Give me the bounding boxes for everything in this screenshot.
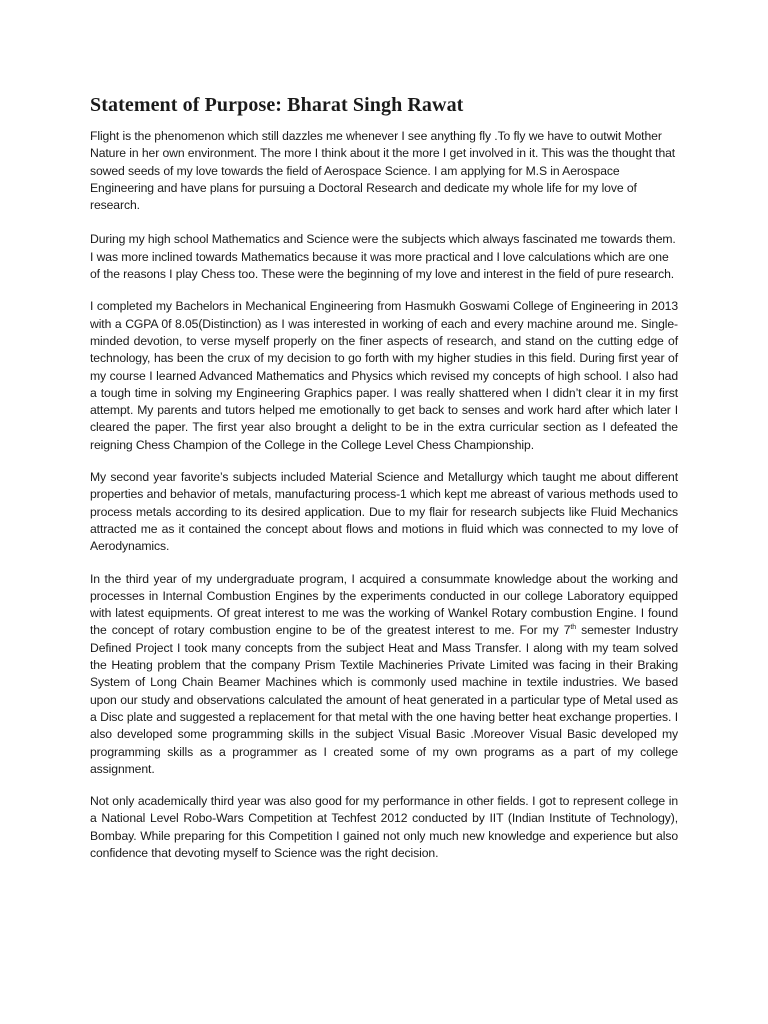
document-title: Statement of Purpose: Bharat Singh Rawat [90, 94, 464, 116]
paragraph-robo-wars: Not only academically third year was also good for my performance in other fields. I got to represent college in a National Level Robo-Wars Competition at Techfest 2012 conducted by IIT (Indian Institute of Technology), Bombay. While preparing for this Competition I gained not only much new knowledge and experience but also confidence that devoting myself to Science was the right decision. [90, 794, 678, 860]
paragraph-high-school: During my high school Mathematics and Science were the subjects which always fascinated me towards them. I was more inclined towards Mathematics because it was more practical and I love calculations which are one of the reasons I play Chess too. These were the beginning of my love and interest in the field of pure research. [90, 232, 676, 282]
document-page [90, 92, 678, 877]
paragraph-second-year: My second year favorite’s subjects included Material Science and Metallurgy which taught me about different properties and behavior of metals, manufacturing process-1 which kept me abreast of various methods used to process metals according to its desired application. Due to my flair for research subjects like Fluid Mechanics attracted me as it contained the concept about flows and motions in fluid which was connected to my love of Aerodynamics. [90, 470, 678, 554]
ordinal-superscript: th [570, 624, 577, 632]
paragraph-third-year-part-1: In the third year of my undergraduate program, I acquired a consummate knowledge about the working and processes in Internal Combustion Engines by the experiments conducted in our college Laboratory equipped with latest equipments. Of great interest to me was the working of Wankel Rotary combustion Engine. I found the concept of rotary combustion engine to be of the greatest interest to me. For my 7 [90, 571, 678, 638]
paragraph-bachelors: I completed my Bachelors in Mechanical Engineering from Hasmukh Goswami College of Engineering in 2013 with a CGPA 0f 8.05(Distinction) as I was interested in working of each and every machine around me. Single-minded devotion, to verse myself properly on the finer aspects of research, and stand on the cutting edge of technology, has been the crux of my decision to go forth with my higher studies in this field. During first year of my course I learned Advanced Mathematics and Physics which revised my concepts of high school. I also had a tough time in solving my Engineering Graphics paper. I was really shattered when I didn’t clear it in my first attempt. My parents and tutors helped me emotionally to get back to senses and work hard after which later I cleared the paper. The first year also brought a delight to be in the extra curricular section as I defeated the reigning Chess Champion of the College in the College Level Chess Championship. [90, 299, 678, 452]
paragraph-third-year [90, 571, 678, 779]
paragraph-third-year-part-2: semester Industry Defined Project I took many concepts from the subject Heat and Mass Transfer. I along with my team solved the Heating problem that the company Prism Textile Machineries Private Limited was facing in their Braking System of Long Chain Beamer Machines which is commonly used machine in textile industries. We based upon our study and observations calculated the amount of heat generated in a particular type of Metal used as a Disc plate and suggested a replacement for that metal with the one having better heat exchange properties. I also developed some programming skills in the subject Visual Basic .Moreover Visual Basic developed my programming skills as a programmer as I created some of my own programs as a part of my college assignment. [90, 623, 678, 776]
paragraph-intro: Flight is the phenomenon which still dazzles me whenever I see anything fly .To fly we have to outwit Mother Nature in her own environment. The more I think about it the more I get involved in it. This was the thought that sowed seeds of my love towards the field of Aerospace Science. I am applying for M.S in Aerospace Engineering and have plans for pursuing a Doctoral Research and dedicate my whole life for my love of research. [90, 129, 676, 213]
